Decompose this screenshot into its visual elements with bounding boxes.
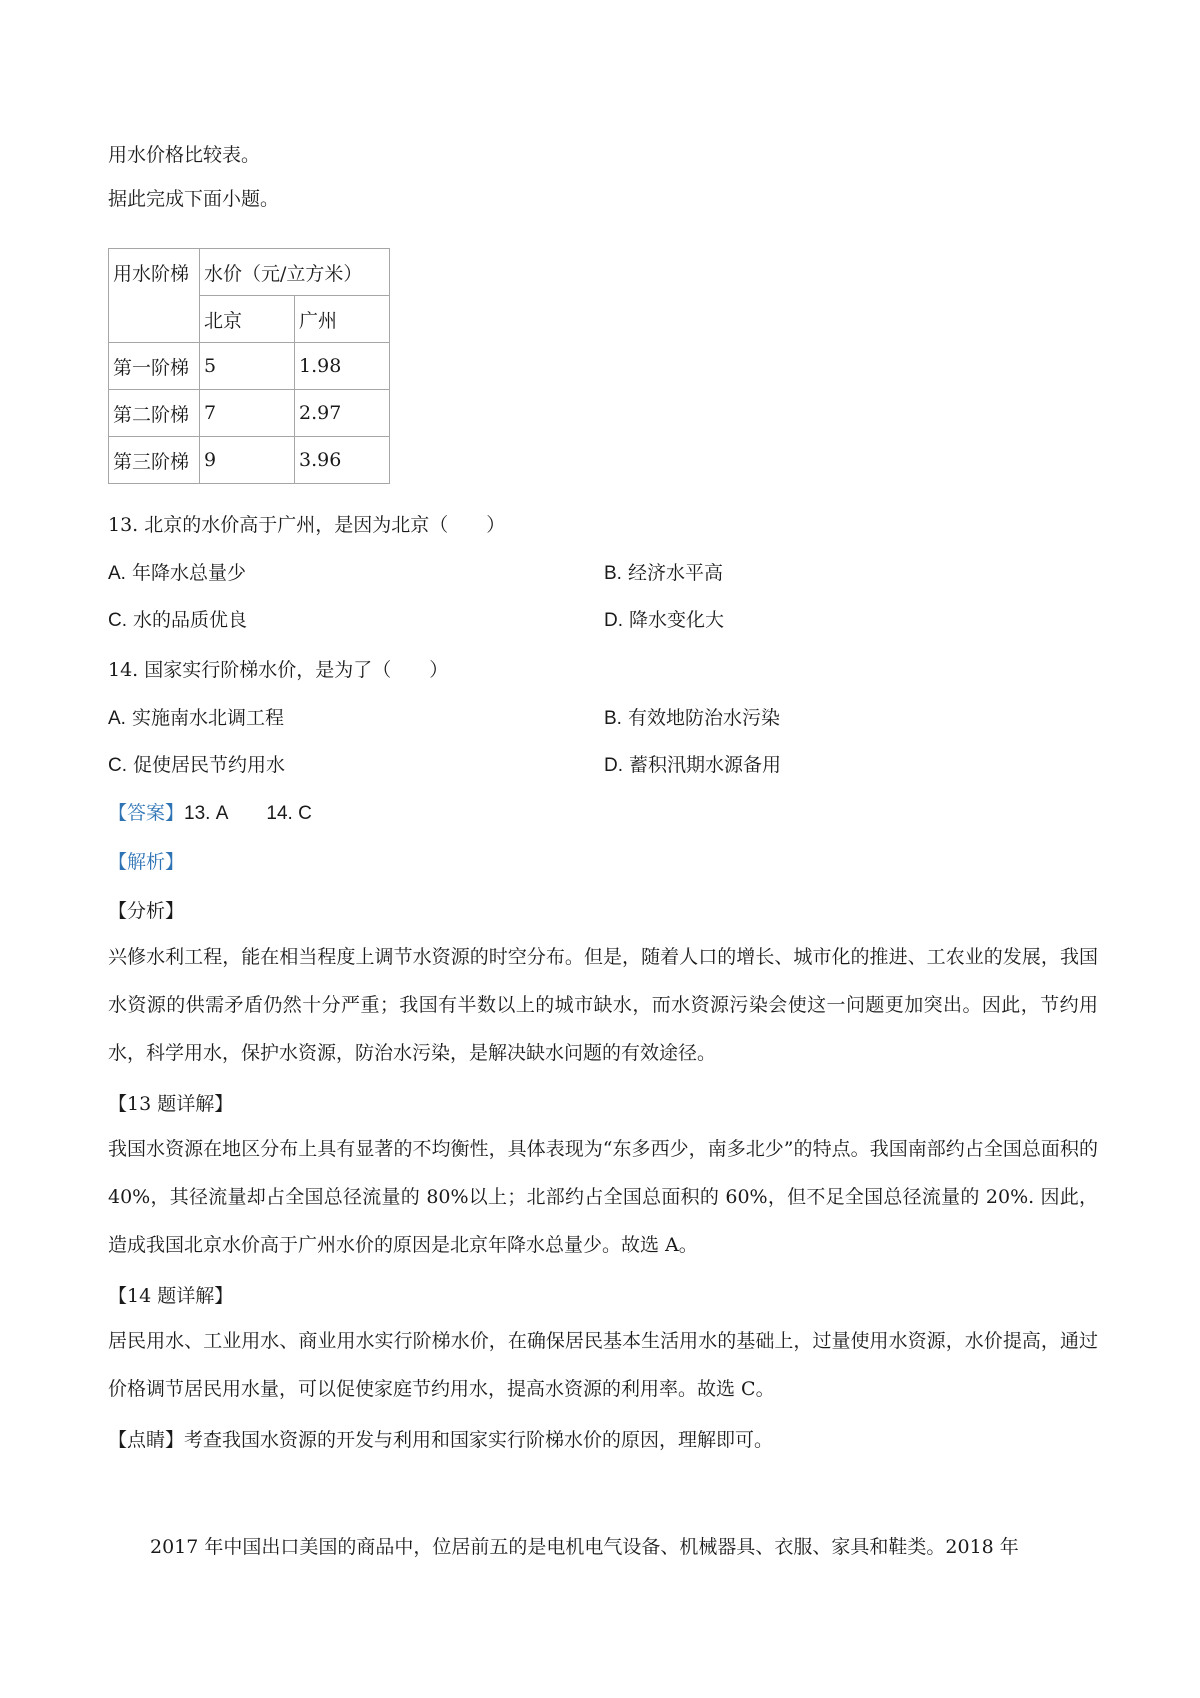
- tier-cell: 第三阶梯: [109, 437, 200, 484]
- intro-line-2: 据此完成下面小题。: [108, 188, 280, 210]
- option-text: 实施南水北调工程: [132, 707, 285, 729]
- tier-cell: 第二阶梯: [109, 390, 200, 437]
- water-price-table: [108, 248, 390, 484]
- q14-option-c: [108, 750, 285, 777]
- option-letter: D.: [604, 610, 623, 631]
- header-tier: 用水阶梯: [109, 249, 200, 343]
- analysis-label: 【分析】: [108, 900, 185, 922]
- q14-option-d: [604, 750, 781, 777]
- tier-cell: 第一阶梯: [109, 343, 200, 390]
- q13-option-c: [108, 605, 247, 632]
- explanation-label: 【解析】: [108, 851, 185, 873]
- guangzhou-price-cell: 1.98: [295, 343, 390, 390]
- option-letter: C.: [108, 755, 127, 776]
- q13-option-b: [604, 558, 723, 585]
- option-letter: A.: [108, 563, 126, 584]
- question-14-stem: 14. 国家实行阶梯水价，是为了（ ）: [108, 659, 449, 681]
- header-price: 水价（元/立方米）: [200, 249, 390, 296]
- q13-detail-text: 我国水资源在地区分布上具有显著的不均衡性，具体表现为“东多西少，南多北少”的特点。我国南部约占全国总面积的 40%，其径流量却占全国总径流量的 80%以上；北部约占全国总面积的 60%，但不足全国总径流量的 20%. 因此，造成我国北京水价高于广州水价的原因是北京年降水总量少。故选 A。: [108, 1138, 1098, 1256]
- beijing-price-cell: 9: [200, 437, 295, 484]
- intro-line-1: 用水价格比较表。: [108, 144, 261, 166]
- option-text: 经济水平高: [628, 562, 724, 584]
- q13-option-a: [108, 558, 246, 585]
- q13-detail-label: 【13 题详解】: [108, 1093, 234, 1115]
- next-passage: 2017 年中国出口美国的商品中，位居前五的是电机电气设备、机械器具、衣服、家具和鞋类。2018 年: [150, 1536, 1019, 1558]
- q14-option-a: [108, 703, 284, 730]
- option-text: 降水变化大: [629, 609, 725, 631]
- question-13-stem: 13. 北京的水价高于广州，是因为北京（ ）: [108, 514, 506, 536]
- guangzhou-price-cell: 2.97: [295, 390, 390, 437]
- q14-detail-label: 【14 题详解】: [108, 1285, 234, 1307]
- option-letter: D.: [604, 755, 623, 776]
- header-city-beijing: 北京: [200, 296, 295, 343]
- option-letter: A.: [108, 708, 126, 729]
- guangzhou-price-cell: 3.96: [295, 437, 390, 484]
- option-text: 有效地防治水污染: [628, 707, 781, 729]
- q14-option-b: [604, 703, 780, 730]
- table-row: [109, 343, 390, 390]
- option-letter: C.: [108, 610, 127, 631]
- tip-line: 【点睛】考查我国水资源的开发与利用和国家实行阶梯水价的原因，理解即可。: [108, 1429, 774, 1451]
- option-text: 蓄积汛期水源备用: [629, 754, 782, 776]
- option-text: 促使居民节约用水: [133, 754, 286, 776]
- option-text: 年降水总量少: [132, 562, 247, 584]
- answer-line: [108, 798, 312, 825]
- table-row: [109, 437, 390, 484]
- beijing-price-cell: 7: [200, 390, 295, 437]
- answer-14: 14. C: [266, 803, 312, 824]
- option-letter: B.: [604, 708, 622, 729]
- header-city-guangzhou: 广州: [295, 296, 390, 343]
- analysis-text: 兴修水利工程，能在相当程度上调节水资源的时空分布。但是，随着人口的增长、城市化的推进、工农业的发展，我国水资源的供需矛盾仍然十分严重；我国有半数以上的城市缺水，而水资源污染会使这一问题更加突出。因此，节约用水，科学用水，保护水资源，防治水污染，是解决缺水问题的有效途径。: [108, 946, 1098, 1064]
- beijing-price-cell: 5: [200, 343, 295, 390]
- q13-option-d: [604, 605, 724, 632]
- answer-label: 【答案】: [108, 802, 185, 824]
- q14-detail-text: 居民用水、工业用水、商业用水实行阶梯水价，在确保居民基本生活用水的基础上，过量使用水资源，水价提高，通过价格调节居民用水量，可以促使家庭节约用水，提高水资源的利用率。故选 C。: [108, 1330, 1098, 1400]
- option-text: 水的品质优良: [133, 609, 248, 631]
- option-letter: B.: [604, 563, 622, 584]
- answer-13: 13. A: [184, 803, 229, 824]
- table-row: [109, 390, 390, 437]
